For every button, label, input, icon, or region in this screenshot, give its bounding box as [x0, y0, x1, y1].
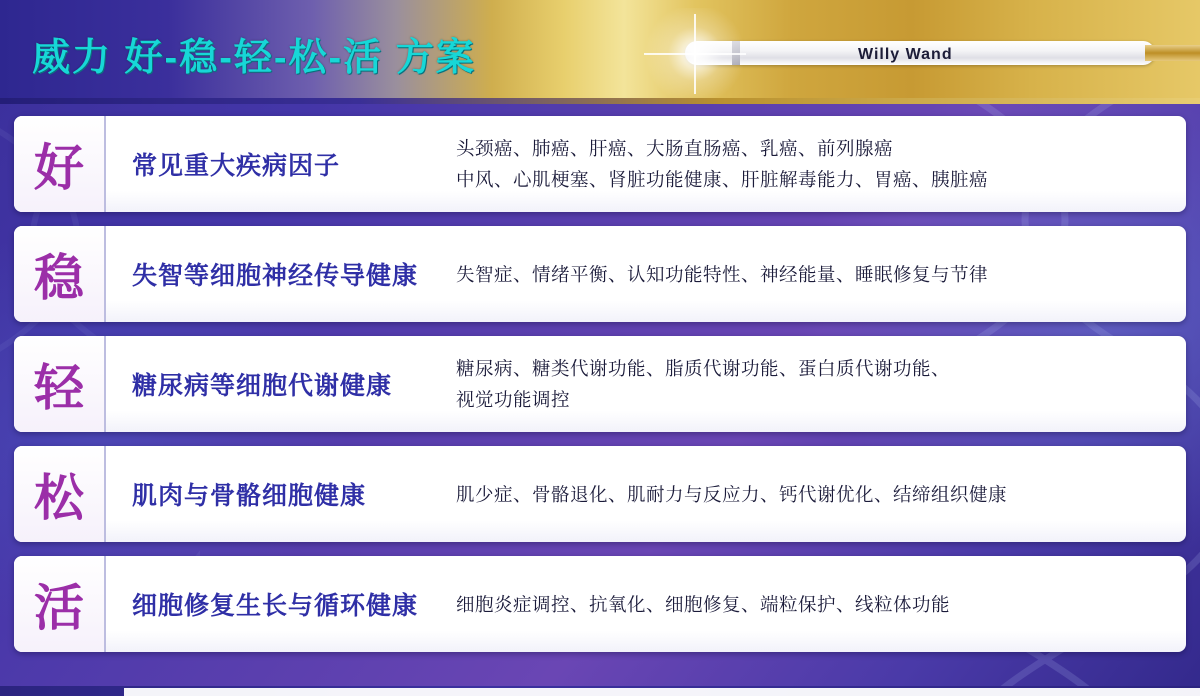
- page-title: 威力 好-稳-轻-松-活 方案: [32, 37, 476, 79]
- row-title: 糖尿病等细胞代谢健康: [132, 372, 393, 400]
- row-description: [456, 226, 1186, 322]
- row-badge-character: 活: [14, 556, 106, 652]
- list-item: [14, 226, 1186, 322]
- row-description-line: 视觉功能调控: [456, 389, 571, 410]
- row-description-line: 中风、心肌梗塞、肾脏功能健康、肝脏解毒能力、胃癌、胰脏癌: [456, 169, 989, 190]
- row-description: [456, 556, 1186, 652]
- list-item: [14, 336, 1186, 432]
- wand-gold-tip: [1145, 45, 1200, 61]
- list-item: [14, 116, 1186, 212]
- row-description: [456, 116, 1186, 212]
- row-title: 失智等细胞神经传导健康: [132, 262, 419, 290]
- row-description: [456, 336, 1186, 432]
- row-title: 肌肉与骨骼细胞健康: [132, 482, 367, 510]
- list-item: [14, 446, 1186, 542]
- footer-white-bar: [124, 688, 1200, 696]
- row-badge-character: 稳: [14, 226, 106, 322]
- row-title: 常见重大疾病因子: [132, 152, 341, 180]
- row-badge-character: 好: [14, 116, 106, 212]
- willy-wand-graphic: [640, 36, 1200, 70]
- row-title: 细胞修复生长与循环健康: [132, 592, 419, 620]
- row-description-line: 头颈癌、肺癌、肝癌、大肠直肠癌、乳癌、前列腺癌: [456, 138, 894, 159]
- row-description-line: 细胞炎症调控、抗氧化、细胞修复、端粒保护、线粒体功能: [456, 593, 951, 615]
- row-badge-character: 松: [14, 446, 106, 542]
- row-description-line: 糖尿病、糖类代谢功能、脂质代谢功能、蛋白质代谢功能、: [456, 358, 951, 379]
- list-item: [14, 556, 1186, 652]
- product-name-label: Willy Wand: [858, 46, 953, 63]
- row-description-line: 失智症、情绪平衡、认知功能特性、神经能量、睡眠修复与节律: [456, 263, 989, 285]
- row-description: [456, 446, 1186, 542]
- row-badge-character: 轻: [14, 336, 106, 432]
- wand-light-glow-icon: [640, 8, 750, 100]
- row-description-line: 肌少症、骨骼退化、肌耐力与反应力、钙代谢优化、结缔组织健康: [456, 483, 1008, 505]
- slide-header: [0, 0, 1200, 104]
- program-rows: [0, 104, 1200, 652]
